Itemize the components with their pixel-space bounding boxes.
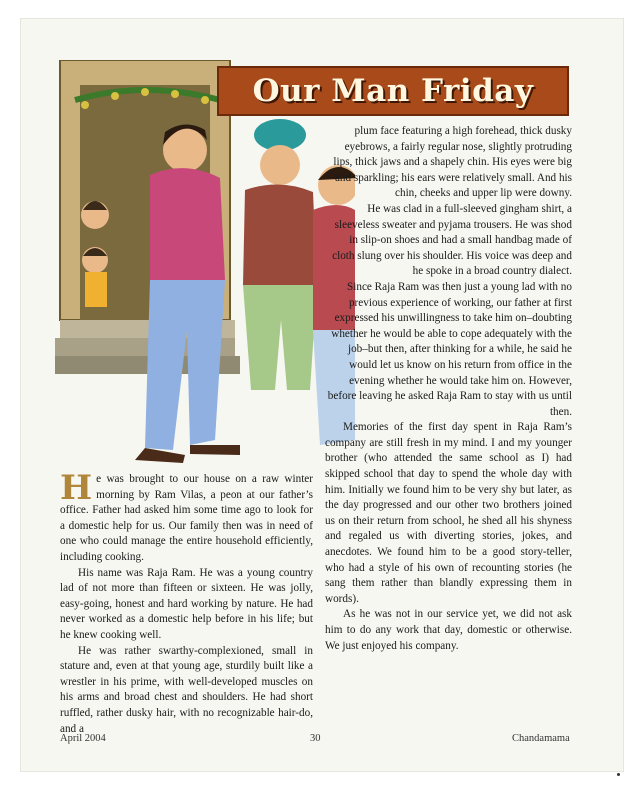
paragraph: plum face featuring a high forehead, thick dusky eyebrows, a fairly regular nose, slightly protruding lips, thick jaws and a shapely chin. His eyes were big and sparkling; his ears were relatively small. And his chin, cheeks and upper lip were downy.	[333, 125, 572, 200]
paragraph: Memories of the first day spent in Raja Ram’s company are still fresh in my mind. I and my younger brother (who attended the same school as I) had skipped school that day to spend the whole day with him. Initially we found him to be very shy but later, as the day progressed and our other two brothers joined us on their return from school, he shed all his shyness and regaled us with diverting stories, jokes, and anecdotes. We found him to be a good story-teller, who had a style of his own of recounting stories (he sang them rather than blandly expressing them in words).	[325, 421, 572, 605]
paragraph: He was rather swarthy-complexioned, small in stature and, even at that young age, sturdily built like a wrestler in his prime, with well-developed muscles on his arms and broad chest and shoulders. He had short ruffled, rather dusky hair, with no recognizable hair-do, and a	[60, 644, 313, 735]
corner-dot	[617, 773, 620, 776]
title-banner	[217, 66, 569, 116]
page-number: 30	[310, 733, 321, 744]
paragraph: Since Raja Ram was then just a young lad with no previous experience of working, our father at first expressed his unwillingness to take him on–doubting whether he would be able to cope adequately with the job–but then, after thinking for a while, he said he would let us know on his return from office in the evening whether he would take him on. However, before leaving he asked Raja Ram to stay with us until then.	[327, 280, 572, 418]
article-title: Our Man Friday	[252, 73, 534, 109]
drop-cap: H	[60, 468, 93, 508]
illustration	[55, 60, 355, 470]
paragraph: As he was not in our service yet, we did not ask him to do any work that day, domestic or otherwise. We just enjoyed his company.	[325, 608, 572, 652]
paragraph: His name was Raja Ram. He was a young country lad of not more than fifteen or sixteen. He was jolly, easy-going, honest and hard working by nature. He had never worked as a domestic help before in his life; but he knew cooking well.	[60, 566, 313, 641]
article-right-column	[325, 124, 572, 654]
paragraph: He was clad in a full-sleeved gingham shirt, a sleeveless sweater and pyjama trousers. He was shod in slip-on shoes and had a small handbag made of cloth slung over his shoulder. His voice was deep and he spoke in a broad country dialect.	[332, 202, 572, 278]
publication-name: Chandamama	[512, 733, 570, 744]
article-left-column	[60, 468, 313, 737]
paragraph: He was brought to our house on a raw winter morning by Ram Vilas, a peon at our father’s office. Father had asked him some time ago to look for a domestic help for us. Our family then was in need of one who could manage the entire household efficiently, including cooking.	[60, 468, 313, 563]
footer-date: April 2004	[60, 733, 106, 744]
